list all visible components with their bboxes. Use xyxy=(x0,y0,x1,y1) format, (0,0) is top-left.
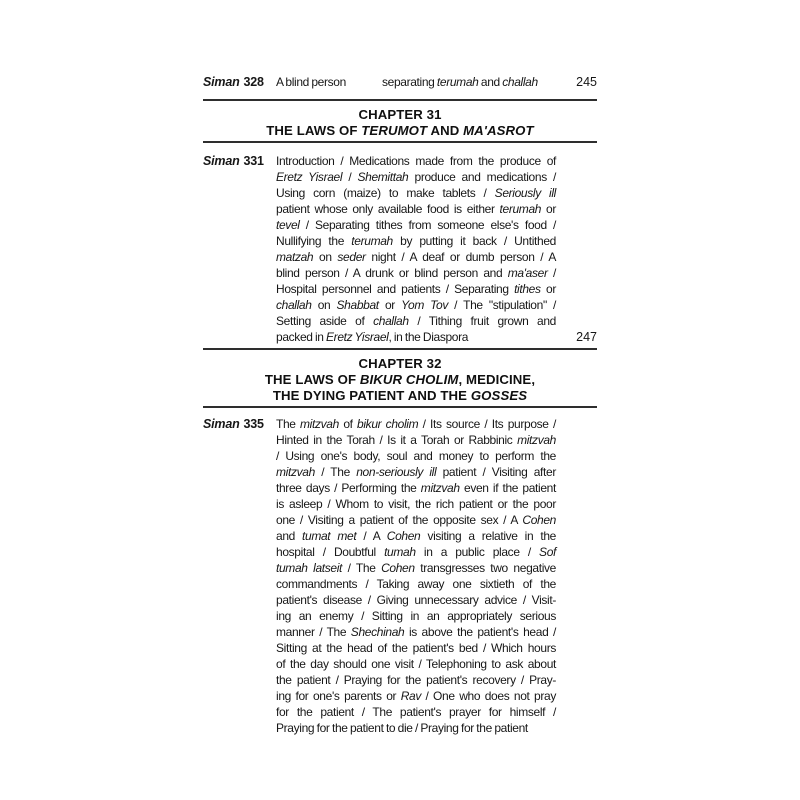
text-line: patient whose only available food is either terumah or xyxy=(276,202,556,216)
text-line: THE DYING PATIENT AND THE GOSSES xyxy=(272,388,528,403)
siman-label xyxy=(203,416,276,736)
text-line: The mitzvah of bikur cholim / Its source / Its purpose / xyxy=(276,417,557,431)
chapter-title: CHAPTER 32 xyxy=(358,356,442,371)
siman-number: 328 xyxy=(243,75,264,89)
text-line: for the patient / The patient's prayer for himself / xyxy=(276,705,556,719)
text-line: commandments / Taking away one sixtieth of the xyxy=(276,577,556,591)
page-number: 247 xyxy=(576,330,597,344)
text-line: three days / Performing the mitzvah even if the patient xyxy=(276,481,556,495)
chapter-31-heading xyxy=(203,99,597,143)
text-line: packed in Eretz Yisrael, in the Diaspora xyxy=(276,330,469,344)
entry-description xyxy=(276,416,556,736)
text-line: Nullifying the terumah by putting it back / Untithed xyxy=(276,234,556,248)
toc-entry-335 xyxy=(203,416,597,736)
divider-rule xyxy=(203,406,597,408)
text-line: tumah latseit / The Cohen transgresses two negative xyxy=(276,561,556,575)
siman-label xyxy=(203,74,276,90)
siman-word: Siman xyxy=(203,154,240,168)
text-line: Praying for the patient to die / Praying for the patient xyxy=(276,721,528,735)
divider-rule xyxy=(203,141,597,143)
siman-number: 335 xyxy=(243,417,264,431)
chapter-subtitle xyxy=(203,372,597,404)
text-line: Hospital personnel and patients / Separating tithes or xyxy=(276,282,556,296)
text-line: of the day should one visit / Telephoning to ask about xyxy=(276,657,556,671)
text-line: Setting aside of challah / Tithing fruit grown and xyxy=(276,314,557,328)
text-line: tevel / Separating tithes from someone else's food / xyxy=(276,218,556,232)
text-line: the patient / Praying for the patient's recovery / Pray- xyxy=(276,673,556,687)
chapter-subtitle xyxy=(203,123,597,139)
text-line: patient's disease / Giving unnecessary advice / Visit- xyxy=(276,593,556,607)
chapter-heading-text xyxy=(203,101,597,141)
text-line: Hinted in the Torah / Is it a Torah or Rabbinic mitzvah xyxy=(276,433,556,447)
text-line: / Using one's body, soul and money to perform the xyxy=(276,449,556,463)
text-line: mitzvah / The non-seriously ill patient / Visiting after xyxy=(276,465,556,479)
text-line: manner / The Shechinah is above the patient's head / xyxy=(276,625,556,639)
text-line: challah on Shabbat or Yom Tov / The "stipulation" / xyxy=(276,298,556,312)
toc-entry-328 xyxy=(203,74,597,90)
text-line: THE LAWS OF BIKUR CHOLIM, MEDICINE, xyxy=(264,372,536,387)
entry-description: A blind person separating terumah and challah xyxy=(276,75,538,89)
siman-label xyxy=(203,153,276,345)
text-line: hospital / Doubtful tumah in a public place / Sof xyxy=(276,545,557,559)
text-line: Introduction / Medications made from the produce of xyxy=(276,154,556,168)
text-line: and tumat met / A Cohen visiting a relative in the xyxy=(276,529,556,543)
toc-entry-331 xyxy=(203,153,597,345)
text-line: is asleep / Whom to visit, the rich patient or the poor xyxy=(276,497,556,511)
text-line: Eretz Yisrael / Shemittah produce and medications / xyxy=(276,170,556,184)
text-line: matzah on seder night / A deaf or dumb person / A xyxy=(276,250,556,264)
chapter-title: CHAPTER 31 xyxy=(358,107,442,122)
entry-description xyxy=(276,153,556,345)
chapter-32-heading xyxy=(203,348,597,408)
siman-word: Siman xyxy=(203,417,240,431)
text-line: ing an enemy / Sitting in an appropriately serious xyxy=(276,609,556,623)
text-line: THE LAWS OF TERUMOT AND MA'ASROT xyxy=(266,123,534,138)
text-line: ing for one's parents or Rav / One who does not pray xyxy=(276,689,556,703)
text-line: one / Visiting a patient of the opposite sex / A Cohen xyxy=(276,513,556,527)
siman-word: Siman xyxy=(203,75,240,89)
text-line: Sitting at the head of the patient's bed / Which hours xyxy=(276,641,556,655)
chapter-heading-text xyxy=(203,350,597,406)
toc-content xyxy=(203,74,597,736)
text-line: blind person / A drunk or blind person and ma'aser / xyxy=(276,266,557,280)
siman-number: 331 xyxy=(243,154,264,168)
text-line: Using corn (maize) to make tablets / Seriously ill xyxy=(276,186,556,200)
page-number: 245 xyxy=(576,75,597,89)
